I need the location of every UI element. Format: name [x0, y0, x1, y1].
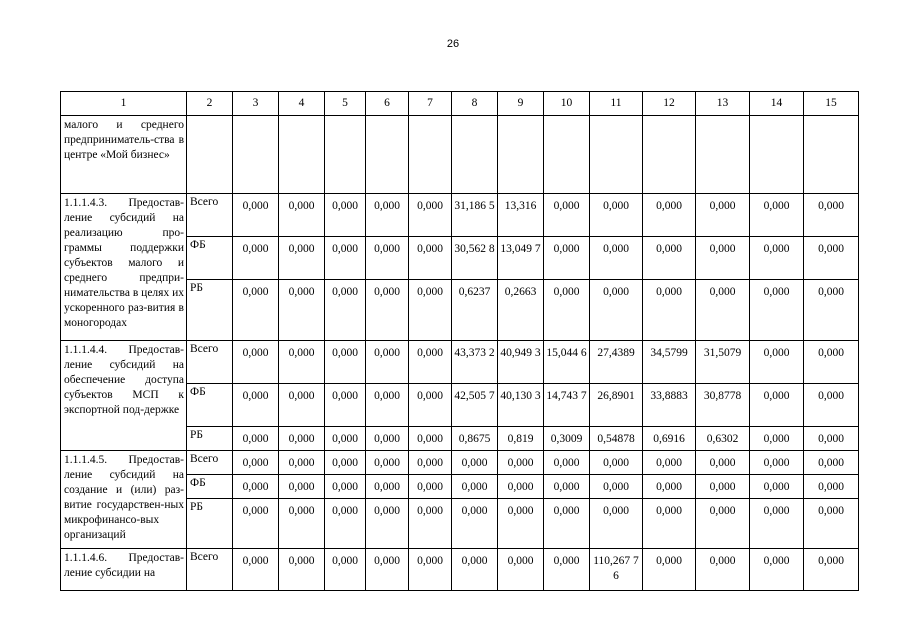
- value-cell: 0,000: [279, 384, 325, 427]
- header-cell: 3: [233, 92, 279, 116]
- value-cell: 0,000: [804, 341, 859, 384]
- value-cell: 0,000: [696, 549, 750, 591]
- value-cell: 0,000: [804, 194, 859, 237]
- value-cell: 34,5799: [643, 341, 696, 384]
- value-cell: 0,000: [498, 475, 544, 499]
- value-cell: 0,000: [750, 499, 804, 549]
- value-cell: 40,949 3: [498, 341, 544, 384]
- funding-source: Всего: [187, 549, 233, 591]
- value-cell: 0,000: [233, 427, 279, 451]
- value-cell: 0,000: [643, 237, 696, 280]
- value-cell: 0,000: [366, 384, 409, 427]
- value-cell: 0,000: [233, 237, 279, 280]
- value-cell: 0,000: [366, 237, 409, 280]
- value-cell: 0,000: [233, 384, 279, 427]
- empty-cell: [409, 116, 452, 194]
- value-cell: 0,000: [544, 475, 590, 499]
- value-cell: 0,000: [804, 475, 859, 499]
- value-cell: 0,000: [750, 427, 804, 451]
- value-cell: 0,000: [409, 427, 452, 451]
- header-cell: 14: [750, 92, 804, 116]
- value-cell: 0,000: [750, 194, 804, 237]
- funding-source: ФБ: [187, 237, 233, 280]
- funding-source: Всего: [187, 451, 233, 475]
- table-row: [61, 194, 859, 237]
- funding-source: РБ: [187, 427, 233, 451]
- value-cell: 0,000: [325, 194, 366, 237]
- value-cell: 0,000: [696, 194, 750, 237]
- measure-description: 1.1.1.4.3. Предостав-ление субсидий на реализацию про-граммы поддержки субъектов малого и среднего предпри-нимательства в целях их ускоренного раз-вития в моногородах: [61, 194, 187, 341]
- value-cell: 0,000: [590, 475, 643, 499]
- value-cell: 0,000: [233, 341, 279, 384]
- empty-cell: [279, 116, 325, 194]
- value-cell: 0,000: [409, 451, 452, 475]
- value-cell: 13,316: [498, 194, 544, 237]
- value-cell: 0,000: [452, 475, 498, 499]
- value-cell: 0,000: [325, 280, 366, 341]
- value-cell: 0,000: [452, 499, 498, 549]
- value-cell: 0,000: [750, 237, 804, 280]
- value-cell: 31,186 5: [452, 194, 498, 237]
- value-cell: 0,000: [750, 384, 804, 427]
- value-cell: 33,8883: [643, 384, 696, 427]
- value-cell: 0,000: [804, 427, 859, 451]
- value-cell: 0,000: [804, 237, 859, 280]
- value-cell: 0,000: [279, 194, 325, 237]
- value-cell: 0,000: [643, 451, 696, 475]
- value-cell: 0,000: [590, 499, 643, 549]
- empty-cell: [187, 116, 233, 194]
- value-cell: 0,000: [366, 499, 409, 549]
- value-cell: 0,000: [452, 549, 498, 591]
- header-cell: 2: [187, 92, 233, 116]
- value-cell: 0,000: [366, 475, 409, 499]
- value-cell: 0,000: [643, 280, 696, 341]
- value-cell: 0,000: [544, 280, 590, 341]
- value-cell: 0,000: [409, 475, 452, 499]
- value-cell: 15,044 6: [544, 341, 590, 384]
- value-cell: 42,505 7: [452, 384, 498, 427]
- value-cell: 0,000: [643, 549, 696, 591]
- empty-cell: [750, 116, 804, 194]
- value-cell: 0,000: [750, 451, 804, 475]
- value-cell: 0,000: [325, 451, 366, 475]
- value-cell: 30,8778: [696, 384, 750, 427]
- funding-source: Всего: [187, 341, 233, 384]
- value-cell: 0,000: [452, 451, 498, 475]
- value-cell: 0,000: [643, 194, 696, 237]
- value-cell: 0,000: [409, 280, 452, 341]
- value-cell: 0,000: [696, 451, 750, 475]
- measure-description: 1.1.1.4.6. Предостав-ление субсидии на: [61, 549, 187, 591]
- value-cell: 0,000: [233, 475, 279, 499]
- measure-description: 1.1.1.4.4. Предостав-ление субсидий на обеспечение доступа субъектов МСП к экспортной под-держке: [61, 341, 187, 451]
- value-cell: 0,000: [325, 427, 366, 451]
- value-cell: 0,000: [750, 549, 804, 591]
- header-cell: 9: [498, 92, 544, 116]
- funding-source: ФБ: [187, 384, 233, 427]
- header-cell: 12: [643, 92, 696, 116]
- header-cell: 4: [279, 92, 325, 116]
- value-cell: 26,8901: [590, 384, 643, 427]
- header-row: [61, 92, 859, 116]
- value-cell: 0,000: [233, 194, 279, 237]
- funding-source: РБ: [187, 280, 233, 341]
- value-cell: 0,000: [325, 499, 366, 549]
- value-cell: 14,743 7: [544, 384, 590, 427]
- empty-cell: [366, 116, 409, 194]
- table-row: [61, 341, 859, 384]
- value-cell: 0,000: [804, 280, 859, 341]
- empty-cell: [544, 116, 590, 194]
- value-cell: 0,000: [804, 549, 859, 591]
- value-cell: 0,000: [279, 427, 325, 451]
- value-cell: 30,562 8: [452, 237, 498, 280]
- value-cell: 0,000: [409, 384, 452, 427]
- table-row: [61, 451, 859, 475]
- value-cell: 0,000: [750, 280, 804, 341]
- continuation-row: [61, 116, 859, 194]
- empty-cell: [498, 116, 544, 194]
- value-cell: 0,000: [366, 341, 409, 384]
- header-cell: 15: [804, 92, 859, 116]
- value-cell: 0,000: [279, 499, 325, 549]
- value-cell: 0,000: [325, 549, 366, 591]
- value-cell: 0,000: [498, 499, 544, 549]
- value-cell: 0,000: [325, 475, 366, 499]
- value-cell: 0,000: [750, 341, 804, 384]
- header-cell: 7: [409, 92, 452, 116]
- value-cell: 0,000: [233, 451, 279, 475]
- empty-cell: [643, 116, 696, 194]
- value-cell: 0,000: [409, 341, 452, 384]
- header-cell: 10: [544, 92, 590, 116]
- value-cell: 0,000: [279, 280, 325, 341]
- value-cell: 0,000: [325, 341, 366, 384]
- header-cell: 1: [61, 92, 187, 116]
- value-cell: 0,000: [366, 280, 409, 341]
- value-cell: 0,000: [643, 475, 696, 499]
- value-cell: 0,000: [590, 280, 643, 341]
- value-cell: 0,000: [233, 499, 279, 549]
- empty-cell: [233, 116, 279, 194]
- value-cell: 0,000: [409, 237, 452, 280]
- measure-description: 1.1.1.4.5. Предостав-ление субсидий на создание и (или) раз-витие государствен-ных микрофинансо-вых организаций: [61, 451, 187, 549]
- value-cell: 0,000: [279, 237, 325, 280]
- value-cell: 0,2663: [498, 280, 544, 341]
- header-cell: 6: [366, 92, 409, 116]
- value-cell: 110,267 76: [590, 549, 643, 591]
- value-cell: 0,000: [590, 451, 643, 475]
- budget-table: [60, 91, 859, 591]
- value-cell: 0,000: [279, 341, 325, 384]
- value-cell: 0,000: [366, 427, 409, 451]
- value-cell: 0,000: [233, 280, 279, 341]
- empty-cell: [696, 116, 750, 194]
- funding-source: РБ: [187, 499, 233, 549]
- value-cell: 0,000: [590, 194, 643, 237]
- empty-cell: [452, 116, 498, 194]
- value-cell: 0,000: [544, 451, 590, 475]
- value-cell: 0,6916: [643, 427, 696, 451]
- value-cell: 0,000: [366, 549, 409, 591]
- value-cell: 0,000: [544, 237, 590, 280]
- value-cell: 0,8675: [452, 427, 498, 451]
- value-cell: 0,000: [544, 499, 590, 549]
- value-cell: 0,000: [696, 280, 750, 341]
- value-cell: 0,819: [498, 427, 544, 451]
- empty-cell: [804, 116, 859, 194]
- header-cell: 11: [590, 92, 643, 116]
- value-cell: 0,3009: [544, 427, 590, 451]
- value-cell: 0,000: [544, 549, 590, 591]
- value-cell: 0,6237: [452, 280, 498, 341]
- value-cell: 0,54878: [590, 427, 643, 451]
- value-cell: 0,000: [366, 451, 409, 475]
- value-cell: 0,000: [804, 499, 859, 549]
- value-cell: 0,000: [409, 194, 452, 237]
- value-cell: 27,4389: [590, 341, 643, 384]
- value-cell: 0,000: [750, 475, 804, 499]
- header-cell: 13: [696, 92, 750, 116]
- header-cell: 5: [325, 92, 366, 116]
- value-cell: 0,000: [279, 475, 325, 499]
- value-cell: 0,000: [366, 194, 409, 237]
- value-cell: 0,000: [498, 549, 544, 591]
- value-cell: 0,000: [279, 549, 325, 591]
- value-cell: 0,000: [409, 499, 452, 549]
- value-cell: 0,000: [696, 237, 750, 280]
- page-number: 26: [446, 38, 460, 50]
- header-cell: 8: [452, 92, 498, 116]
- value-cell: 40,130 3: [498, 384, 544, 427]
- value-cell: 13,049 7: [498, 237, 544, 280]
- continuation-description: малого и среднего предприниматель-ства в центре «Мой бизнес»: [61, 116, 187, 194]
- empty-cell: [590, 116, 643, 194]
- value-cell: 0,000: [409, 549, 452, 591]
- value-cell: 0,000: [696, 499, 750, 549]
- value-cell: 0,000: [643, 499, 696, 549]
- value-cell: 0,000: [544, 194, 590, 237]
- value-cell: 0,000: [325, 237, 366, 280]
- value-cell: 0,000: [590, 237, 643, 280]
- funding-source: ФБ: [187, 475, 233, 499]
- value-cell: 0,000: [804, 451, 859, 475]
- value-cell: 0,000: [696, 475, 750, 499]
- value-cell: 0,000: [233, 549, 279, 591]
- empty-cell: [325, 116, 366, 194]
- value-cell: 0,000: [325, 384, 366, 427]
- value-cell: 0,000: [498, 451, 544, 475]
- value-cell: 0,6302: [696, 427, 750, 451]
- value-cell: 0,000: [804, 384, 859, 427]
- value-cell: 31,5079: [696, 341, 750, 384]
- table-row: [61, 549, 859, 591]
- value-cell: 43,373 2: [452, 341, 498, 384]
- funding-source: Всего: [187, 194, 233, 237]
- value-cell: 0,000: [279, 451, 325, 475]
